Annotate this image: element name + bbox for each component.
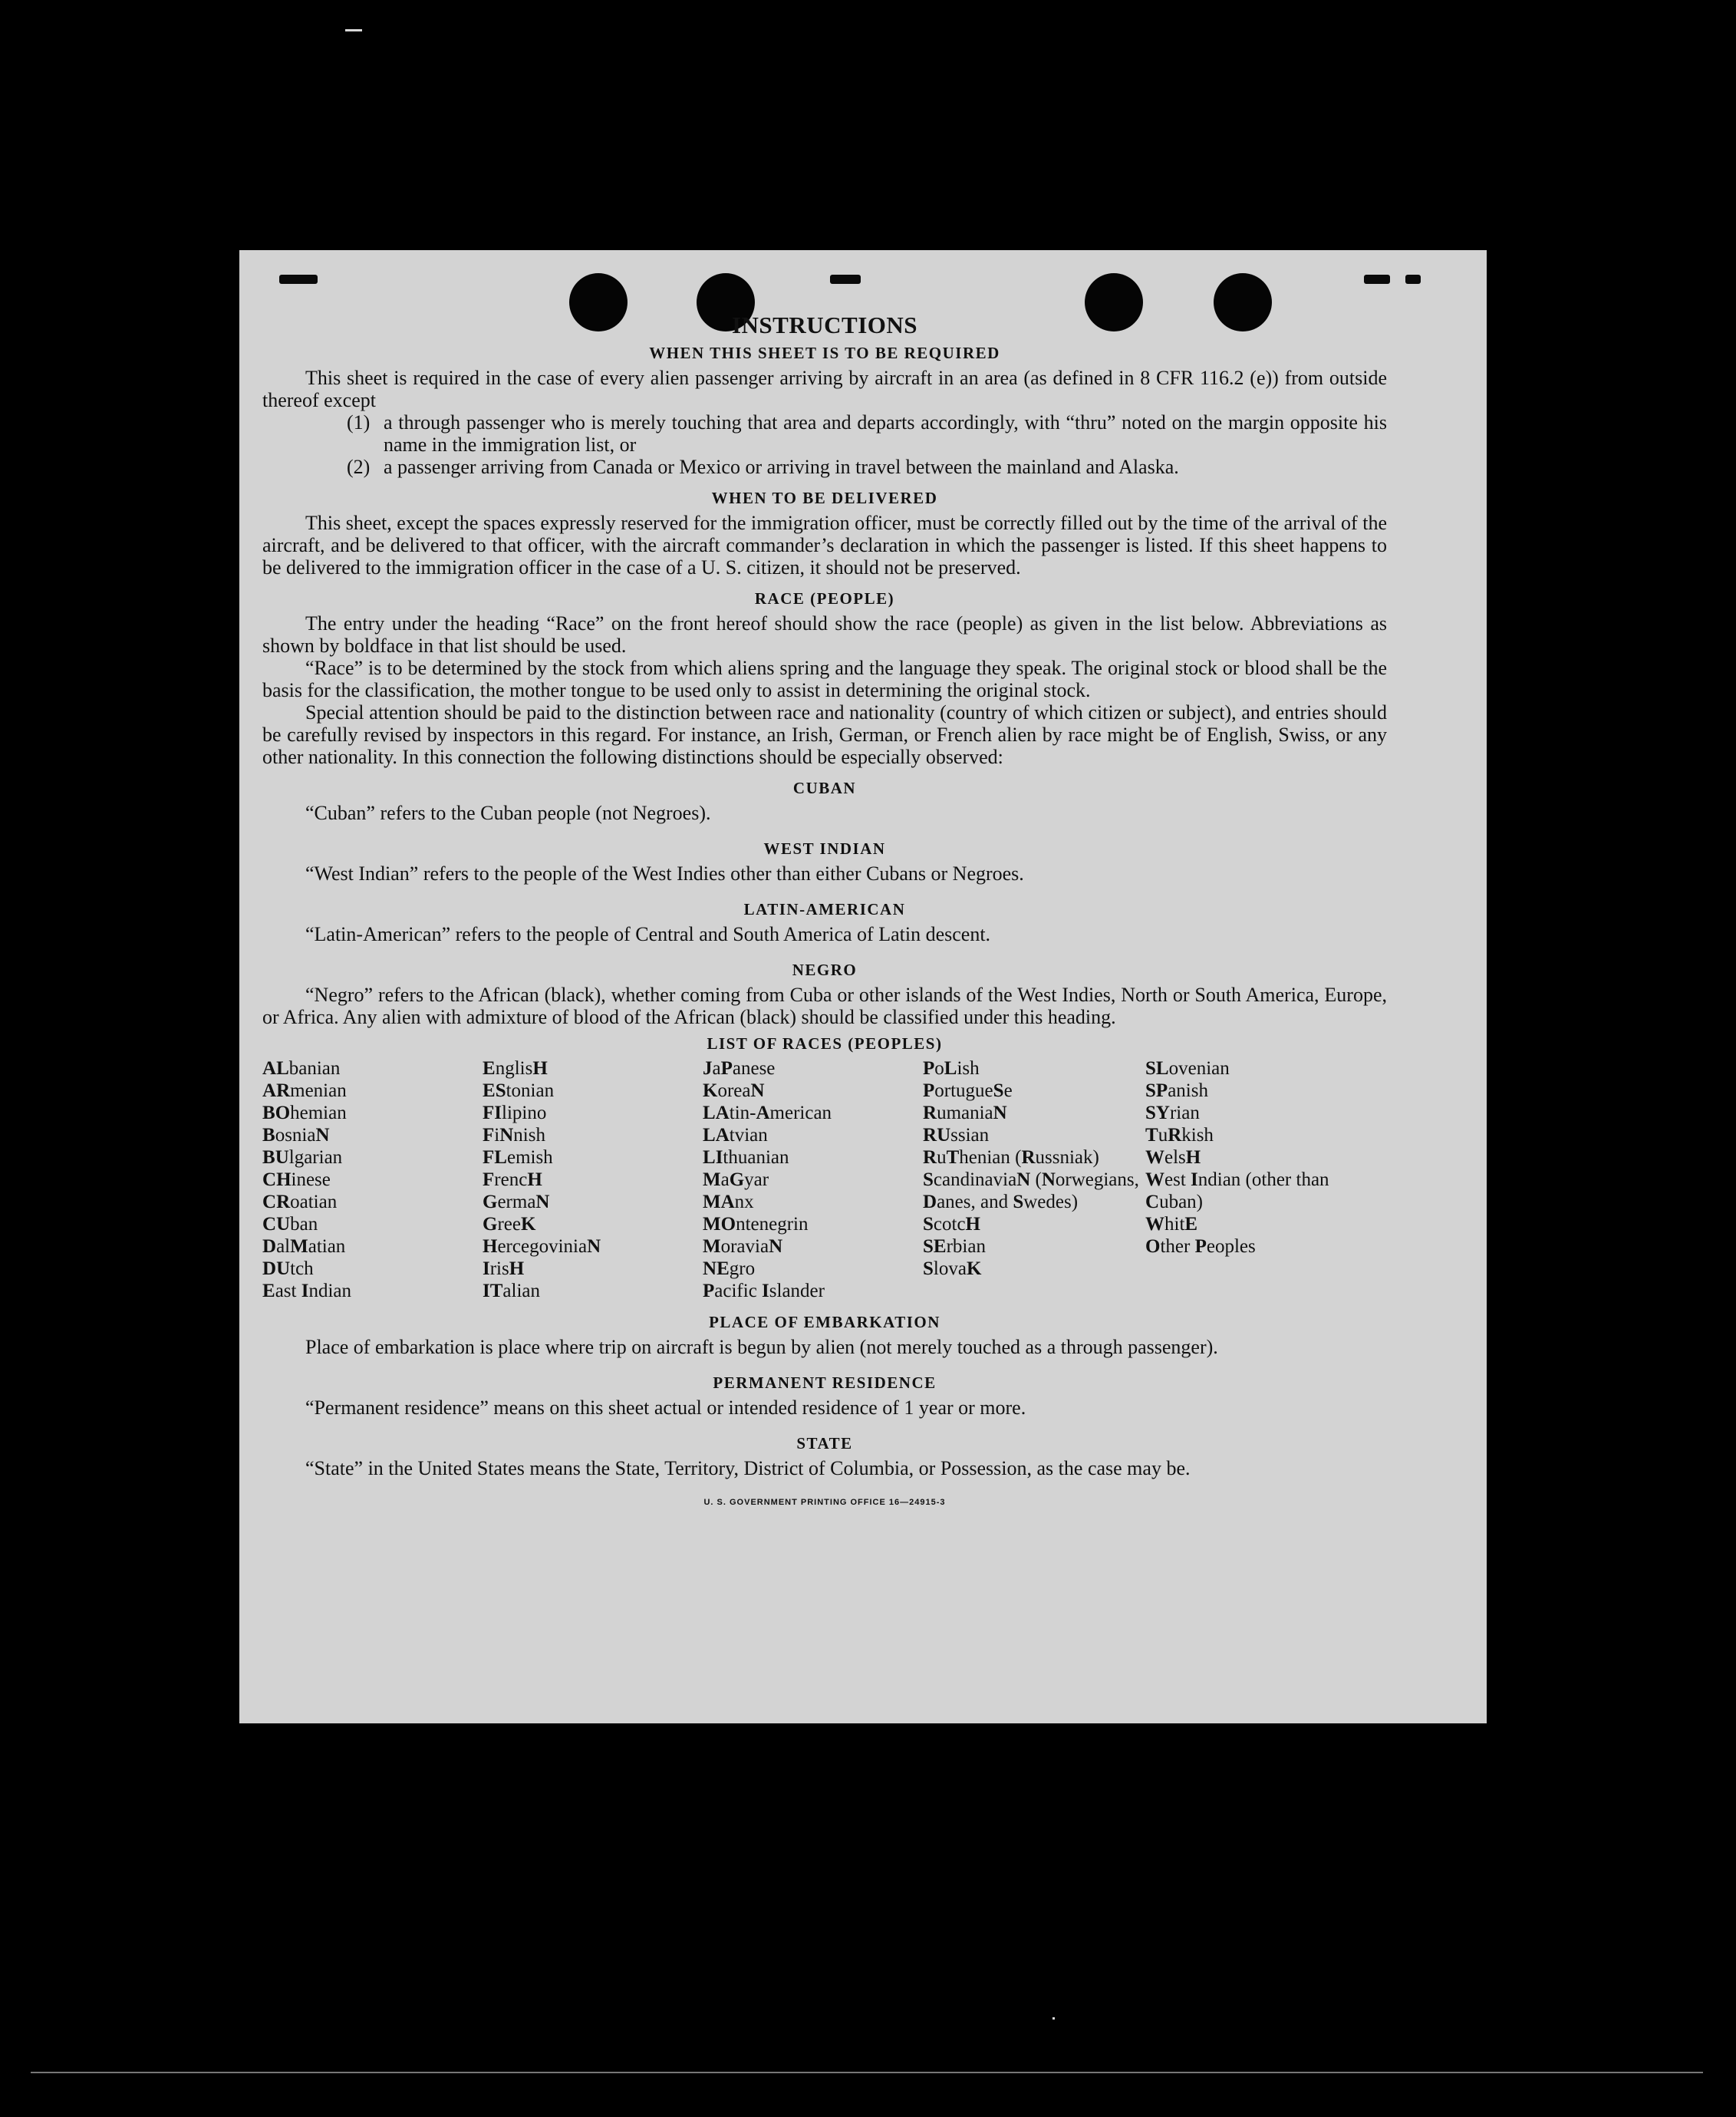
paragraph: “Negro” refers to the African (black), whether coming from Cuba or other islands of the West Indies, North or South America, Europe, or Africa. Any alien with admixture of blood of the African (black) should be classified under this heading. <box>262 984 1387 1028</box>
race-entry: ITalian <box>483 1281 541 1301</box>
race-entry: ScotcH <box>923 1214 980 1235</box>
race-column <box>703 1057 923 1302</box>
printer-imprint: U. S. GOVERNMENT PRINTING OFFICE 16—24915-3 <box>703 1498 946 1507</box>
race-entry: Other Peoples <box>1145 1236 1256 1257</box>
race-entry: ALbanian <box>262 1058 341 1079</box>
race-entry: ScandinaviaN (Norwegians, Danes, and Swedes) <box>923 1169 1139 1212</box>
binding-tape-mark <box>1405 275 1421 284</box>
race-column <box>483 1057 703 1302</box>
race-entry: West Indian (other than Cuban) <box>1145 1169 1329 1212</box>
race-entry: GermaN <box>483 1192 550 1212</box>
race-entry: EnglisH <box>483 1058 548 1079</box>
race-entry: SErbian <box>923 1236 986 1257</box>
race-entry: KoreaN <box>703 1080 765 1101</box>
race-entry: MoraviaN <box>703 1236 783 1257</box>
section-heading: RACE (PEOPLE) <box>754 589 895 608</box>
race-entry: PoLish <box>923 1058 980 1079</box>
race-entry: MaGyar <box>703 1169 769 1190</box>
race-entry: SlovaK <box>923 1258 982 1279</box>
race-entry: LIthuanian <box>703 1147 789 1168</box>
race-column <box>1145 1057 1383 1302</box>
race-entry: DUtch <box>262 1258 314 1279</box>
race-entry: JaPanese <box>703 1058 776 1079</box>
paragraph: “Permanent residence” means on this sheet actual or intended residence of 1 year or more. <box>305 1396 1026 1419</box>
race-entry: SPanish <box>1145 1080 1208 1101</box>
race-entry: RUssian <box>923 1125 990 1146</box>
race-entry: IrisH <box>483 1258 525 1279</box>
race-entry: CRoatian <box>262 1192 338 1212</box>
exception-item: (2) a passenger arriving from Canada or Mexico or arriving in travel between the mainland and Alaska. <box>347 456 1179 478</box>
paragraph: “Race” is to be determined by the stock from which aliens spring and the language they speak. The original stock or blood shall be the basis for the classification, the mother tongue to be used only to assist in determining the original stock. <box>262 657 1387 701</box>
paragraph: The entry under the heading “Race” on the front hereof should show the race (people) as given in the list below. Abbreviations as shown by boldface in that list should be used. <box>262 612 1387 657</box>
section-heading: LATIN-AMERICAN <box>743 900 906 918</box>
paragraph: This sheet is required in the case of every alien passenger arriving by aircraft in an area (as defined in 8 CFR 116.2 (e)) from outside thereof except <box>262 367 1387 411</box>
race-entry: RumaniaN <box>923 1103 1007 1123</box>
race-entry: LAtin-American <box>703 1103 832 1123</box>
race-entry: WhitE <box>1145 1214 1198 1235</box>
race-entry: BosniaN <box>262 1125 330 1146</box>
section-heading: PERMANENT RESIDENCE <box>713 1373 937 1392</box>
race-entry: DalMatian <box>262 1236 346 1257</box>
race-column <box>262 1057 483 1302</box>
race-column <box>923 1057 1145 1302</box>
paragraph: “West Indian” refers to the people of the West Indies other than either Cubans or Negroes. <box>305 862 1024 885</box>
section-heading: STATE <box>796 1434 853 1453</box>
race-entry: MAnx <box>703 1192 754 1212</box>
race-entry: PortugueSe <box>923 1080 1013 1101</box>
race-entry: FIlipino <box>483 1103 547 1123</box>
section-heading: NEGRO <box>792 961 858 979</box>
race-entry: EStonian <box>483 1080 555 1101</box>
race-entry: ARmenian <box>262 1080 347 1101</box>
scan-speck <box>345 29 362 31</box>
race-entry: MOntenegrin <box>703 1214 809 1235</box>
section-heading: WEST INDIAN <box>763 839 886 858</box>
race-entry: FiNnish <box>483 1125 545 1146</box>
section-heading: LIST OF RACES (PEOPLES) <box>707 1034 943 1053</box>
race-entry: FLemish <box>483 1147 553 1168</box>
paragraph: Special attention should be paid to the distinction between race and nationality (country of which citizen or subject), and entries should be carefully revised by inspectors in this regard. For instance, an Irish, German, or French alien by race might be of English, Swiss, or any other nationality. In this connection the following distinctions should be especially observed: <box>262 701 1387 768</box>
race-entry: SLovenian <box>1145 1058 1230 1079</box>
paragraph: “Cuban” refers to the Cuban people (not Negroes). <box>305 802 711 824</box>
scan-speck <box>31 2072 1703 2073</box>
race-entry: TuRkish <box>1145 1125 1214 1146</box>
section-heading: WHEN THIS SHEET IS TO BE REQUIRED <box>649 344 1000 362</box>
race-entry: NEgro <box>703 1258 756 1279</box>
exception-item: (1) a through passenger who is merely touching that area and departs accordingly, with “thru” noted on the margin opposite his name in the immigration list, or <box>347 411 1387 456</box>
race-entry: BOhemian <box>262 1103 347 1123</box>
race-list <box>262 1057 1387 1302</box>
binding-tape-mark <box>279 275 318 284</box>
race-entry: RuThenian (Russniak) <box>923 1147 1099 1168</box>
paragraph: Place of embarkation is place where trip on aircraft is begun by alien (not merely touched as a through passenger). <box>305 1336 1218 1358</box>
section-heading: CUBAN <box>792 779 857 797</box>
race-entry: SYrian <box>1145 1103 1200 1123</box>
section-heading: PLACE OF EMBARKATION <box>709 1313 940 1331</box>
document-sheet <box>239 250 1487 1723</box>
binding-tape-mark <box>830 275 861 284</box>
race-entry: GreeK <box>483 1214 536 1235</box>
race-entry: Pacific Islander <box>703 1281 825 1301</box>
race-entry: CUban <box>262 1214 318 1235</box>
race-entry: East Indian <box>262 1281 351 1301</box>
section-heading: WHEN TO BE DELIVERED <box>711 489 938 507</box>
instructions-content <box>262 312 1387 1514</box>
paragraph: This sheet, except the spaces expressly reserved for the immigration officer, must be correctly filled out by the time of the arrival of the aircraft, and be delivered to that officer, with the aircraft commander’s declaration in which the passenger is listed. If this sheet happens to be delivered to the immigration officer in the case of a U. S. citizen, it should not be preserved. <box>262 512 1387 579</box>
race-entry: FrencH <box>483 1169 542 1190</box>
scan-speck <box>1052 2017 1055 2020</box>
race-entry: CHinese <box>262 1169 331 1190</box>
paragraph: “State” in the United States means the State, Territory, District of Columbia, or Possession, as the case may be. <box>305 1457 1191 1479</box>
race-entry: HercegoviniaN <box>483 1236 601 1257</box>
binding-tape-mark <box>1364 275 1390 284</box>
page-title: INSTRUCTIONS <box>731 312 917 338</box>
race-entry: BUlgarian <box>262 1147 343 1168</box>
race-entry: WelsH <box>1145 1147 1201 1168</box>
paragraph: “Latin-American” refers to the people of Central and South America of Latin descent. <box>305 923 991 945</box>
race-entry: LAtvian <box>703 1125 768 1146</box>
